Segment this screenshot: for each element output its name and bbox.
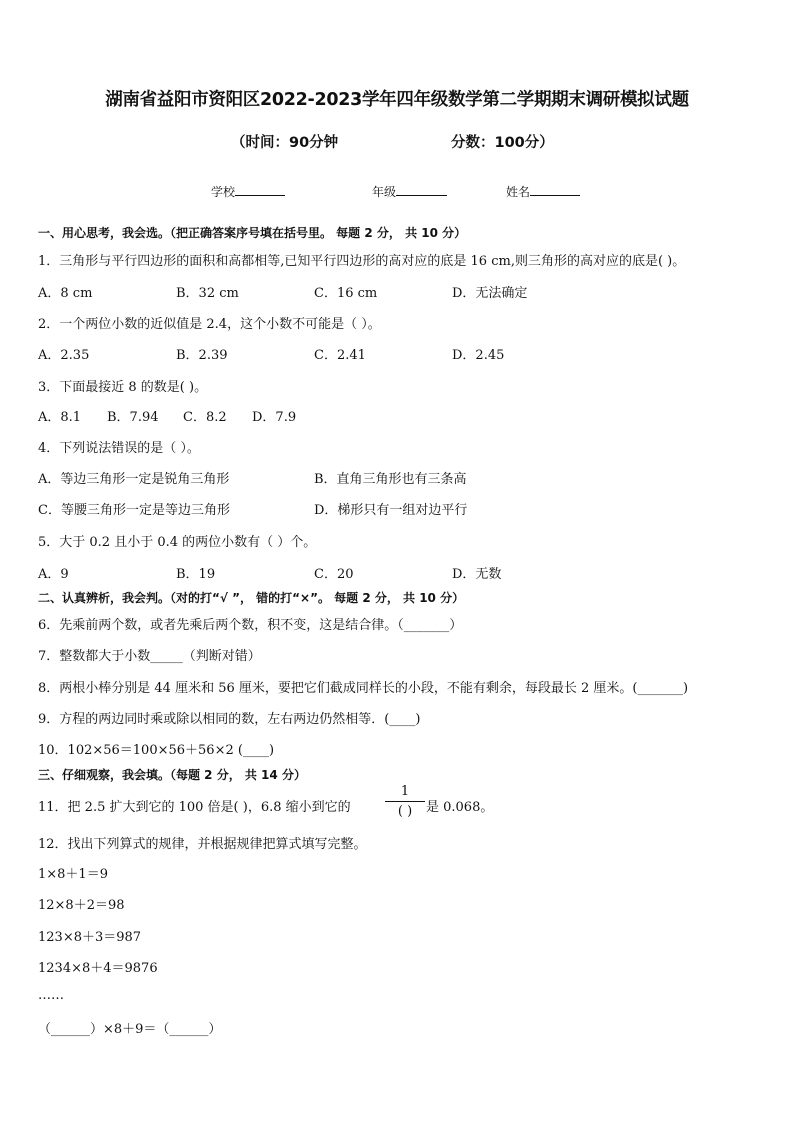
q2-option-a: A．2.35 xyxy=(38,348,90,363)
q11-fraction-numerator: 1 xyxy=(400,784,410,799)
question-10: 10．102×56＝100×56＋56×2 (____) xyxy=(38,743,275,758)
q4-option-c: C．等腰三角形一定是等边三角形 xyxy=(38,503,230,518)
q1-option-d: D．无法确定 xyxy=(452,286,528,301)
q11-fraction-denominator: ( ) xyxy=(397,804,413,819)
q1-option-c: C．16 cm xyxy=(314,286,378,301)
grade-field xyxy=(372,183,447,200)
q4-option-d: D．梯形只有一组对边平行 xyxy=(314,503,468,518)
q3-option-a: A．8.1 xyxy=(38,410,82,425)
q5-option-b: B．19 xyxy=(176,567,216,582)
q4-option-a: A．等边三角形一定是锐角三角形 xyxy=(38,472,230,487)
q5-option-d: D．无数 xyxy=(452,567,502,582)
exam-time: （时间：90分钟 xyxy=(231,135,339,151)
exam-score: 分数：100分） xyxy=(451,135,554,151)
pattern-line-2: 12×8＋2＝98 xyxy=(38,898,125,913)
section3-heading: 三、仔细观察，我会填。（每题 2 分， 共 14 分） xyxy=(38,768,306,782)
school-label: 学校 xyxy=(211,185,236,199)
q2-option-c: C．2.41 xyxy=(314,348,366,363)
q3-option-d: D．7.9 xyxy=(252,410,297,425)
pattern-line-4: 1234×8＋4＝9876 xyxy=(38,961,158,976)
school-field xyxy=(211,183,285,200)
pattern-line-3: 123×8＋3＝987 xyxy=(38,930,142,945)
q1-option-a: A．8 cm xyxy=(38,286,93,301)
q3-option-c: C．8.2 xyxy=(183,410,227,425)
question-12: 12．找出下列算式的规律，并根据规律把算式填写完整。 xyxy=(38,837,367,852)
grade-label: 年级 xyxy=(372,185,397,199)
q2-option-d: D．2.45 xyxy=(452,348,505,363)
question-2: 2．一个两位小数的近似值是 2.4，这个小数不可能是（ ）。 xyxy=(38,317,381,332)
q11-fraction-bar xyxy=(385,801,425,802)
name-label: 姓名 xyxy=(506,185,531,199)
name-blank[interactable] xyxy=(530,183,580,196)
question-1: 1．三角形与平行四边形的面积和高都相等,已知平行四边形的高对应的底是 16 cm,则三角形的高对应的底是( )。 xyxy=(38,254,686,269)
q5-option-c: C．20 xyxy=(314,567,354,582)
question-5: 5．大于 0.2 且小于 0.4 的两位小数有（ ）个。 xyxy=(38,535,317,550)
page-title: 湖南省益阳市资阳区2022-2023学年四年级数学第二学期期末调研模拟试题 xyxy=(105,90,689,110)
section2-heading: 二、认真辨析，我会判。（对的打“√ ”， 错的打“×”。 每题 2 分， 共 10 分） xyxy=(38,591,465,605)
question-11-part2: 是 0.068。 xyxy=(426,800,494,815)
q5-option-a: A．9 xyxy=(38,567,69,582)
pattern-line-1: 1×8＋1＝9 xyxy=(38,867,108,882)
question-8: 8．两根小棒分别是 44 厘米和 56 厘米，要把它们截成同样长的小段，不能有剩余，每段最长 2 厘米。(_______) xyxy=(38,681,689,696)
q4-option-b: B．直角三角形也有三条高 xyxy=(314,472,467,487)
name-field xyxy=(506,183,580,200)
q2-option-b: B．2.39 xyxy=(176,348,228,363)
section1-heading: 一、用心思考，我会选。（把正确答案序号填在括号里。 每题 2 分， 共 10 分） xyxy=(38,226,467,240)
grade-blank[interactable] xyxy=(396,183,447,196)
q1-option-b: B．32 cm xyxy=(176,286,239,301)
pattern-ellipsis: …… xyxy=(38,988,64,1003)
q11-fraction xyxy=(385,784,425,820)
question-4: 4．下列说法错误的是（ ）。 xyxy=(38,441,200,456)
question-7: 7．整数都大于小数_____（判断对错） xyxy=(38,649,261,664)
question-6: 6．先乘前两个数，或者先乘后两个数，积不变，这是结合律。（_______） xyxy=(38,618,463,633)
q3-option-b: B．7.94 xyxy=(107,410,159,425)
question-9: 9．方程的两边同时乘或除以相同的数，左右两边仍然相等．(____) xyxy=(38,712,421,727)
pattern-answer-line: （______）×8＋9＝（______） xyxy=(38,1022,222,1037)
question-3: 3．下面最接近 8 的数是( )。 xyxy=(38,380,208,395)
school-blank[interactable] xyxy=(235,183,285,196)
question-11-part1: 11．把 2.5 扩大到它的 100 倍是( )，6.8 缩小到它的 xyxy=(38,800,351,815)
